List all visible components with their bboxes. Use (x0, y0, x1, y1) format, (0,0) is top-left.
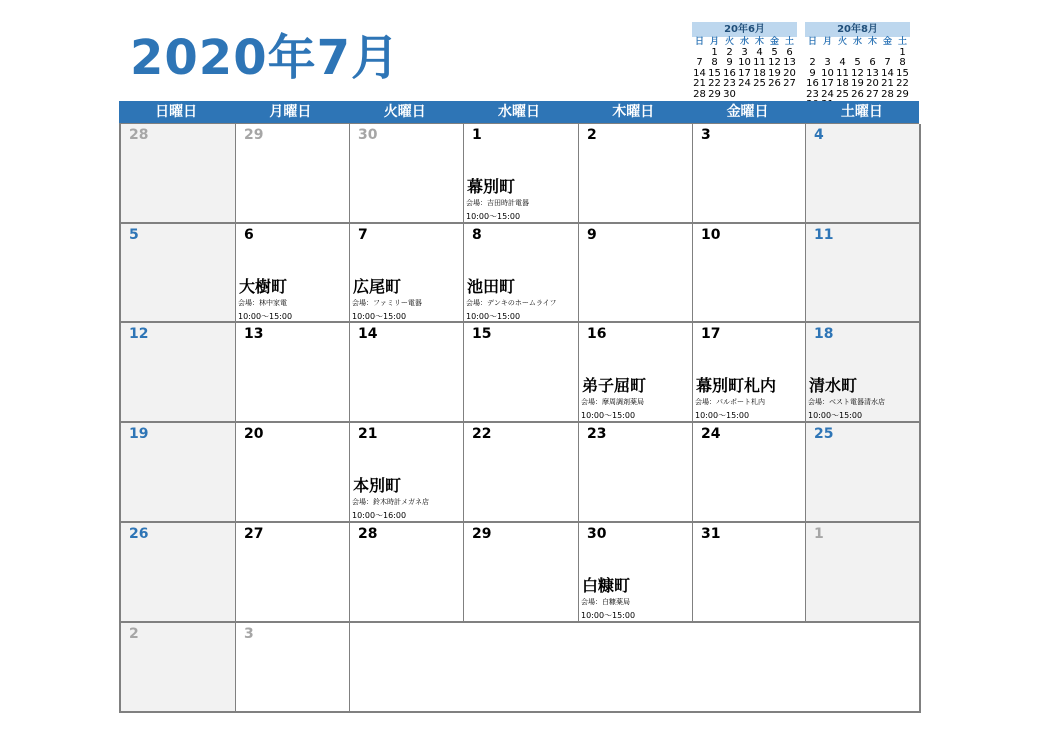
mini-day: 19 (768, 67, 781, 79)
day-number: 17 (701, 326, 721, 342)
day-cell (121, 124, 236, 224)
mini-day: 26 (768, 78, 781, 89)
day-number: 28 (358, 526, 378, 542)
mini-day: 27 (783, 78, 796, 89)
mini-day: 1 (711, 46, 718, 58)
day-cell (806, 523, 921, 623)
day-cell (236, 124, 350, 224)
event-town: 本別町 (353, 476, 402, 495)
day-cell (464, 124, 579, 224)
event-venue: 会場：デンキのホームライフ (466, 299, 557, 307)
day-cell (121, 623, 236, 713)
day-number: 9 (587, 227, 597, 243)
day-cell (236, 323, 350, 423)
mini-calendar-weekdays (692, 37, 797, 48)
mini-weekday: 木 (867, 37, 877, 47)
mini-day: 25 (836, 88, 849, 100)
day-cell (236, 224, 350, 323)
day-cell (121, 323, 236, 423)
mini-weekday: 水 (739, 37, 749, 47)
mini-day: 29 (896, 88, 909, 100)
day-number: 30 (358, 127, 378, 143)
day-number: 4 (814, 127, 824, 143)
day-cell (121, 224, 236, 323)
mini-day: 16 (723, 67, 736, 79)
weekday-label: 土曜日 (840, 104, 883, 120)
mini-day: 3 (824, 57, 831, 68)
day-number: 29 (472, 526, 492, 542)
mini-weekday: 日 (807, 37, 817, 47)
day-cell (236, 523, 350, 623)
mini-weekday: 金 (769, 37, 779, 47)
mini-day: 11 (753, 57, 766, 68)
day-cell (579, 224, 693, 323)
mini-day (782, 90, 797, 101)
weekday-label: 金曜日 (726, 104, 769, 120)
mini-weekday: 日 (694, 37, 704, 47)
day-number: 10 (701, 227, 721, 243)
day-number: 2 (129, 626, 139, 642)
mini-day: 8 (711, 57, 718, 68)
mini-day: 28 (693, 88, 706, 100)
mini-day: 22 (708, 78, 721, 89)
day-number: 3 (244, 626, 254, 642)
mini-day: 2 (726, 46, 733, 58)
mini-day: 29 (708, 88, 721, 100)
day-cell (806, 323, 921, 423)
day-number: 3 (701, 127, 711, 143)
day-number: 12 (129, 326, 149, 342)
mini-day: 28 (881, 88, 894, 100)
mini-calendar-june (692, 22, 797, 100)
day-number: 15 (472, 326, 492, 342)
mini-day: 8 (899, 57, 906, 68)
event-venue: 会場：鈴木時計メガネ店 (352, 498, 429, 506)
day-number: 14 (358, 326, 378, 342)
mini-day: 3 (741, 46, 748, 58)
day-number: 26 (129, 526, 149, 542)
event-time: 10:00～15:00 (581, 611, 636, 620)
event-town: 広尾町 (353, 277, 402, 296)
day-number: 20 (244, 426, 264, 442)
day-cell (350, 423, 464, 523)
day-cell (693, 224, 806, 323)
mini-day: 26 (851, 88, 864, 100)
day-cell (350, 224, 464, 323)
mini-day: 12 (851, 67, 864, 79)
day-cell (579, 523, 693, 623)
day-number: 21 (358, 426, 378, 442)
mini-day: 4 (839, 57, 846, 68)
mini-day: 1 (899, 46, 906, 58)
mini-day: 6 (869, 57, 876, 68)
mini-day: 7 (696, 57, 703, 68)
mini-day: 10 (821, 67, 834, 79)
mini-calendar-august (805, 22, 910, 111)
calendar-grid (119, 123, 919, 713)
day-number: 18 (814, 326, 834, 342)
day-number: 5 (129, 227, 139, 243)
mini-day: 6 (786, 46, 793, 58)
mini-day: 19 (851, 78, 864, 89)
event-town: 池田町 (467, 277, 516, 296)
event-town: 弟子屈町 (582, 376, 647, 395)
event-time: 10:00～15:00 (581, 411, 636, 420)
day-cell (350, 323, 464, 423)
day-number: 1 (814, 526, 824, 542)
weekday-label: 水曜日 (497, 104, 540, 120)
mini-day: 30 (723, 88, 736, 100)
event-town: 大樹町 (239, 277, 288, 296)
day-number: 28 (129, 127, 149, 143)
mini-day: 23 (806, 88, 819, 100)
day-cell (579, 124, 693, 224)
day-number: 2 (587, 127, 597, 143)
mini-weekday: 土 (897, 37, 907, 47)
day-number: 24 (701, 426, 721, 442)
mini-calendar-weekdays (805, 37, 910, 48)
event-town: 白糠町 (582, 576, 631, 595)
mini-weekday: 火 (837, 37, 847, 47)
event-venue: 会場：吉田時計電器 (466, 199, 529, 207)
mini-day (752, 90, 767, 101)
mini-day: 17 (738, 67, 751, 79)
mini-weekday: 火 (724, 37, 734, 47)
day-number: 13 (244, 326, 264, 342)
event-town: 幕別町札内 (696, 376, 777, 395)
day-number: 7 (358, 227, 368, 243)
day-cell (579, 323, 693, 423)
mini-day: 20 (866, 78, 879, 89)
mini-weekday: 月 (822, 37, 832, 47)
day-number: 16 (587, 326, 607, 342)
mini-day: 13 (866, 67, 879, 79)
event-time: 10:00～15:00 (466, 312, 521, 321)
day-number: 1 (472, 127, 482, 143)
day-cell (806, 124, 921, 224)
day-cell (464, 224, 579, 323)
mini-day: 20 (783, 67, 796, 79)
event-venue: 会場：摩周調剤薬局 (581, 398, 644, 406)
mini-day: 13 (783, 57, 796, 68)
day-cell (350, 523, 464, 623)
mini-day: 14 (881, 67, 894, 79)
weekday-label: 月曜日 (269, 104, 312, 120)
weekday-label: 木曜日 (612, 104, 655, 120)
day-number: 19 (129, 426, 149, 442)
empty-area (350, 623, 921, 713)
day-number: 8 (472, 227, 482, 243)
day-cell (121, 423, 236, 523)
mini-day: 5 (771, 46, 778, 58)
mini-day: 15 (896, 67, 909, 79)
page-title: 2020年7月 (130, 30, 400, 86)
mini-day: 18 (753, 67, 766, 79)
mini-weekday: 土 (784, 37, 794, 47)
mini-day: 17 (821, 78, 834, 89)
event-venue: 会場：白糠薬局 (581, 598, 630, 606)
day-number: 25 (814, 426, 834, 442)
event-time: 10:00～15:00 (352, 312, 407, 321)
day-cell (464, 523, 579, 623)
mini-day: 21 (693, 78, 706, 89)
day-cell (464, 423, 579, 523)
event-time: 10:00～15:00 (466, 212, 521, 221)
day-cell (121, 523, 236, 623)
event-venue: 会場：林中家電 (238, 299, 287, 307)
day-cell (236, 623, 350, 713)
day-number: 11 (814, 227, 834, 243)
mini-day (737, 90, 752, 101)
mini-day: 18 (836, 78, 849, 89)
mini-day: 27 (866, 88, 879, 100)
mini-day: 15 (708, 67, 721, 79)
day-number: 23 (587, 426, 607, 442)
day-cell (806, 423, 921, 523)
event-venue: 会場：パルポート札内 (695, 398, 765, 406)
mini-day: 16 (806, 78, 819, 89)
weekday-header (119, 101, 919, 123)
event-venue: 会場：ベスト電器清水店 (808, 398, 885, 406)
mini-day: 23 (723, 78, 736, 89)
day-cell (693, 423, 806, 523)
event-time: 10:00～16:00 (352, 511, 407, 520)
day-cell (579, 423, 693, 523)
mini-day: 14 (693, 67, 706, 79)
mini-day: 4 (756, 46, 763, 58)
day-number: 29 (244, 127, 264, 143)
day-number: 30 (587, 526, 607, 542)
event-time: 10:00～15:00 (695, 411, 750, 420)
day-number: 22 (472, 426, 492, 442)
mini-day: 24 (821, 88, 834, 100)
mini-day: 7 (884, 57, 891, 68)
event-town: 幕別町 (467, 177, 516, 196)
day-number: 31 (701, 526, 721, 542)
mini-day: 5 (854, 57, 861, 68)
weekday-label: 火曜日 (383, 104, 426, 120)
mini-day: 25 (753, 78, 766, 89)
mini-day: 21 (881, 78, 894, 89)
mini-day: 12 (768, 57, 781, 68)
day-number: 27 (244, 526, 264, 542)
mini-weekday: 金 (882, 37, 892, 47)
mini-day: 11 (836, 67, 849, 79)
mini-weekday: 水 (852, 37, 862, 47)
event-time: 10:00～15:00 (238, 312, 293, 321)
mini-day: 9 (809, 67, 816, 79)
event-venue: 会場：ファミリー電器 (352, 299, 422, 307)
mini-calendar-days (692, 48, 797, 101)
mini-day: 24 (738, 78, 751, 89)
mini-weekday: 木 (754, 37, 764, 47)
event-time: 10:00～15:00 (808, 411, 863, 420)
mini-day: 22 (896, 78, 909, 89)
day-cell (693, 124, 806, 224)
day-cell (464, 323, 579, 423)
mini-day (767, 90, 782, 101)
day-number: 6 (244, 227, 254, 243)
mini-calendar-title: 20年6月 (692, 22, 797, 37)
day-cell (350, 124, 464, 224)
mini-weekday: 月 (709, 37, 719, 47)
day-cell (693, 323, 806, 423)
day-cell (693, 523, 806, 623)
day-cell (806, 224, 921, 323)
mini-calendar-title: 20年8月 (805, 22, 910, 37)
mini-day: 9 (726, 57, 733, 68)
mini-day: 2 (809, 57, 816, 68)
day-cell (236, 423, 350, 523)
event-town: 清水町 (809, 376, 858, 395)
mini-day: 10 (738, 57, 751, 68)
weekday-label: 日曜日 (155, 104, 198, 120)
month-calendar (119, 101, 919, 713)
